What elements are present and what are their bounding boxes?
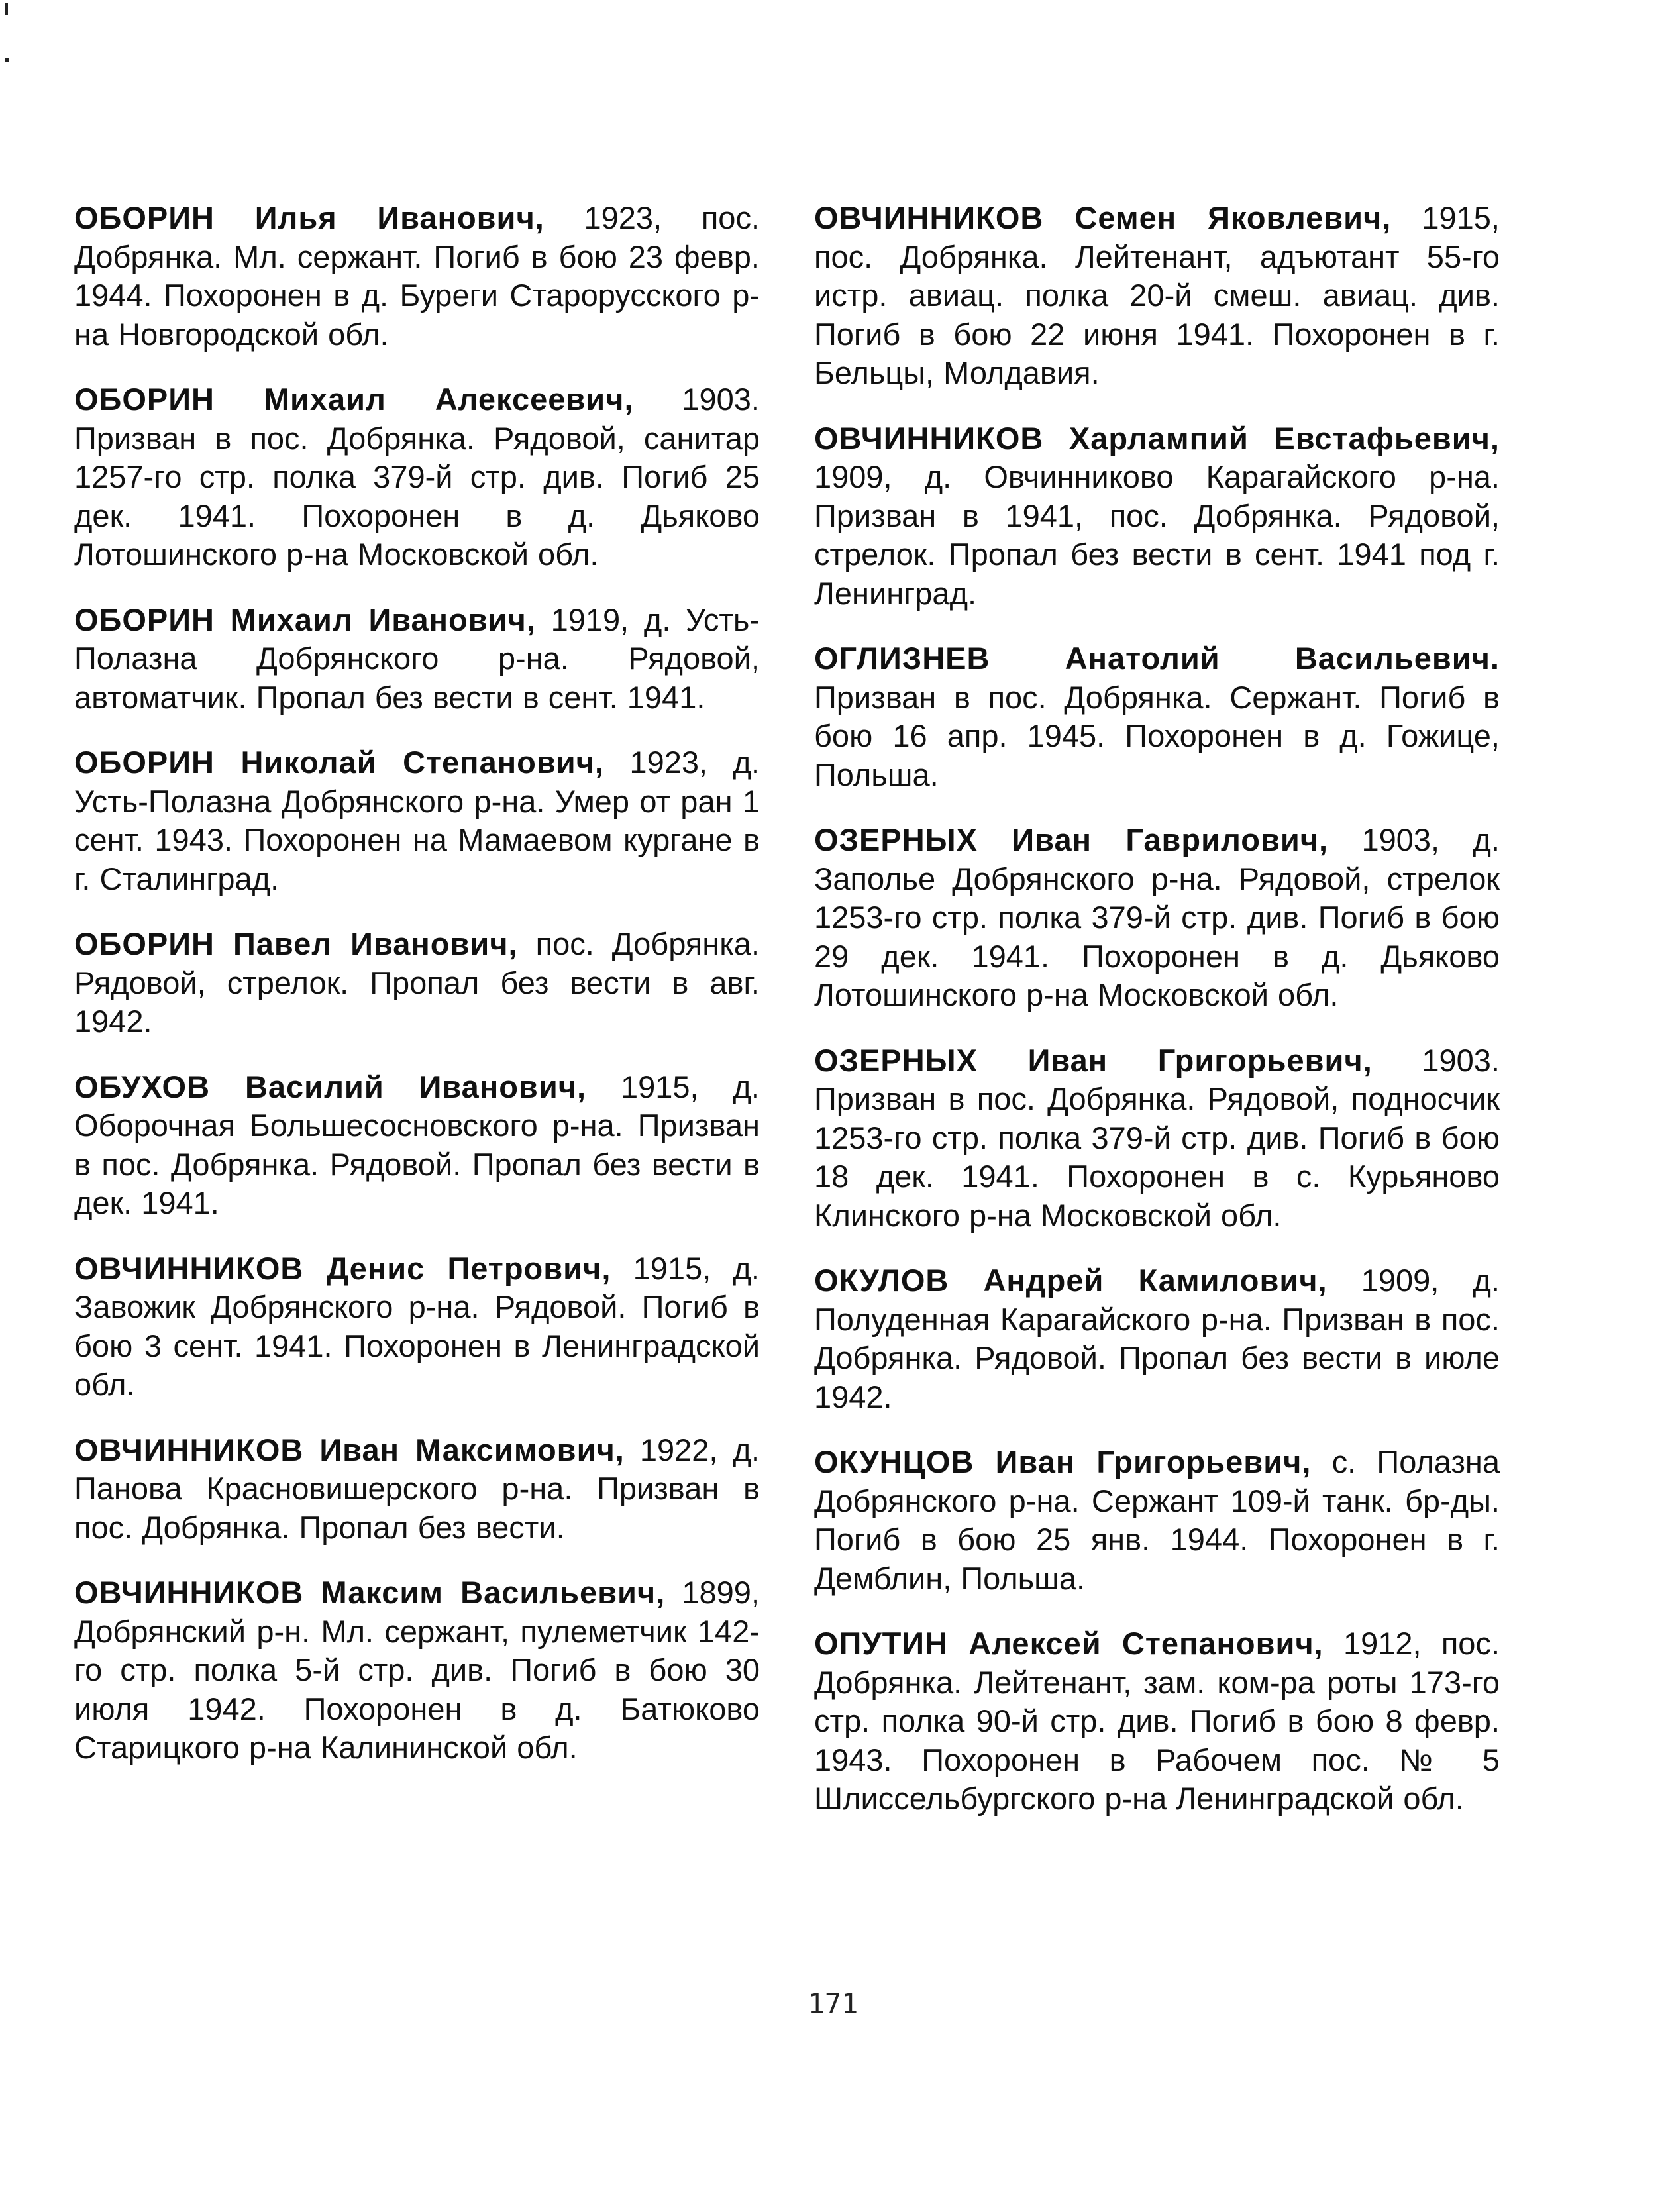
memorial-entry bbox=[74, 743, 760, 898]
entry-text: 1923, пос. Добрянка. Мл. сержант. Погиб в бою 23 февр. 1944. Похоронен в д. Буреги Старорусского р-на Новгородской обл. bbox=[74, 200, 760, 352]
memorial-entry bbox=[814, 1443, 1500, 1598]
entry-text: 1915, пос. Добрянка. Лейтенант, адъютант 55-го истр. авиац. полка 20-й смеш. авиац. див. Погиб в бою 22 июня 1941. Похоронен в г. Бельцы, Молдавия. bbox=[814, 200, 1500, 390]
entry-text: Призван в пос. Добрянка. Сержант. Погиб в бою 16 апр. 1945. Похоронен в д. Гожице, Польша. bbox=[814, 679, 1500, 792]
entry-name: ОБОРИН Михаил Иванович, bbox=[74, 602, 536, 637]
entry-name: ОБОРИН Павел Иванович, bbox=[74, 926, 518, 961]
entry-name: ОЗЕРНЫХ Иван Григорьевич, bbox=[814, 1042, 1373, 1078]
memorial-entry bbox=[814, 639, 1500, 794]
memorial-entry bbox=[74, 925, 760, 1041]
entry-text: 1912, пос. Добрянка. Лейтенант, зам. ком-ра роты 173-го стр. полка 90-й стр. див. Погиб в бою 8 февр. 1943. Похоронен в Рабочем пос. № 5 Шлиссельбургского р-на Ленинградской обл. bbox=[814, 1626, 1500, 1816]
memorial-entry bbox=[74, 1068, 760, 1223]
entry-text: 1899, Добрянский р-н. Мл. сержант, пулеметчик 142-го стр. полка 5-й стр. див. Погиб в бою 30 июля 1942. Похоронен в д. Батюково Старицкого р-на Калининской обл. bbox=[74, 1575, 760, 1765]
entry-text: с. Полазна Добрянского р-на. Сержант 109-й танк. бр-ды. Погиб в бою 25 янв. 1944. Похоронен в г. Демблин, Польша. bbox=[814, 1444, 1500, 1596]
entry-name: ОБУХОВ Василий Иванович, bbox=[74, 1069, 587, 1104]
entry-name: ОВЧИННИКОВ Денис Петрович, bbox=[74, 1250, 611, 1286]
entry-name: ОВЧИННИКОВ Иван Максимович, bbox=[74, 1432, 625, 1467]
entry-name: ОПУТИН Алексей Степанович, bbox=[814, 1626, 1324, 1661]
memorial-entry bbox=[74, 199, 760, 354]
entry-text: 1903. Призван в пос. Добрянка. Рядовой, подносчик 1253-го стр. полка 379-й стр. див. Погиб в бою 18 дек. 1941. Похоронен в с. Курьяново Клинского р-на Московской обл. bbox=[814, 1042, 1500, 1233]
memorial-entry bbox=[74, 380, 760, 574]
entry-name: ОКУНЦОВ Иван Григорьевич, bbox=[814, 1444, 1312, 1479]
entry-name: ОВЧИННИКОВ Максим Васильевич, bbox=[74, 1575, 666, 1610]
entry-text: 1922, д. Панова Красновишерского р-на. Призван в пос. Добрянка. Пропал без вести. bbox=[74, 1432, 760, 1545]
memorial-entry bbox=[814, 821, 1500, 1015]
page-number: 171 bbox=[807, 1987, 859, 2020]
entry-text: пос. Добрянка. Рядовой, стрелок. Пропал без вести в авг. 1942. bbox=[74, 926, 760, 1039]
entry-text: 1909, д. Овчинниково Карагайского р-на. Призван в 1941, пос. Добрянка. Рядовой, стрелок. Пропал без вести в сент. 1941 под г. Ленинград. bbox=[814, 459, 1500, 611]
entry-name: ОБОРИН Илья Иванович, bbox=[74, 200, 545, 235]
right-column bbox=[814, 199, 1500, 1845]
memorial-entry bbox=[814, 1261, 1500, 1416]
entry-text: 1909, д. Полуденная Карагайского р-на. Призван в пос. Добрянка. Рядовой. Пропал без вести в июле 1942. bbox=[814, 1263, 1500, 1414]
scan-artifact-mark bbox=[5, 3, 8, 15]
entry-name: ОВЧИННИКОВ Семен Яковлевич, bbox=[814, 200, 1392, 235]
entry-text: 1915, д. Завожик Добрянского р-на. Рядовой. Погиб в бою 3 сент. 1941. Похоронен в Ленинградской обл. bbox=[74, 1250, 760, 1402]
entry-name: ОБОРИН Николай Степанович, bbox=[74, 745, 604, 780]
entry-text: 1903. Призван в пос. Добрянка. Рядовой, санитар 1257-го стр. полка 379-й стр. див. Погиб 25 дек. 1941. Похоронен в д. Дьяково Лотошинского р-на Московской обл. bbox=[74, 382, 760, 572]
memorial-entry bbox=[814, 419, 1500, 613]
entry-name: ОГЛИЗНЕВ Анатолий Васильевич. bbox=[814, 641, 1500, 676]
memorial-entry bbox=[814, 1041, 1500, 1236]
entry-text: 1903, д. Заполье Добрянского р-на. Рядовой, стрелок 1253-го стр. полка 379-й стр. див. Погиб в бою 29 дек. 1941. Похоронен в д. Дьяково Лотошинского р-на Московской обл. bbox=[814, 822, 1500, 1012]
memorial-entry bbox=[74, 1431, 760, 1548]
memorial-entry bbox=[814, 199, 1500, 393]
memorial-entry bbox=[74, 1573, 760, 1767]
memorial-entry bbox=[74, 601, 760, 717]
scan-artifact-mark bbox=[5, 58, 9, 62]
memorial-entry bbox=[814, 1624, 1500, 1818]
entry-name: ОВЧИННИКОВ Харлампий Евстафьевич, bbox=[814, 420, 1500, 456]
left-column bbox=[74, 199, 760, 1794]
entry-name: ОКУЛОВ Андрей Камилович, bbox=[814, 1263, 1328, 1298]
entry-text: 1923, д. Усть-Полазна Добрянского р-на. Умер от ран 1 сент. 1943. Похоронен на Мамаевом кургане в г. Сталинград. bbox=[74, 745, 760, 896]
entry-text: 1919, д. Усть-Полазна Добрянского р-на. Рядовой, автоматчик. Пропал без вести в сент. 1941. bbox=[74, 602, 760, 715]
entry-name: ОБОРИН Михаил Алексеевич, bbox=[74, 382, 634, 417]
entry-text: 1915, д. Оборочная Большесосновского р-на. Призван в пос. Добрянка. Рядовой. Пропал без вести в дек. 1941. bbox=[74, 1069, 760, 1220]
entry-name: ОЗЕРНЫХ Иван Гаврилович, bbox=[814, 822, 1329, 857]
memorial-entry bbox=[74, 1249, 760, 1404]
